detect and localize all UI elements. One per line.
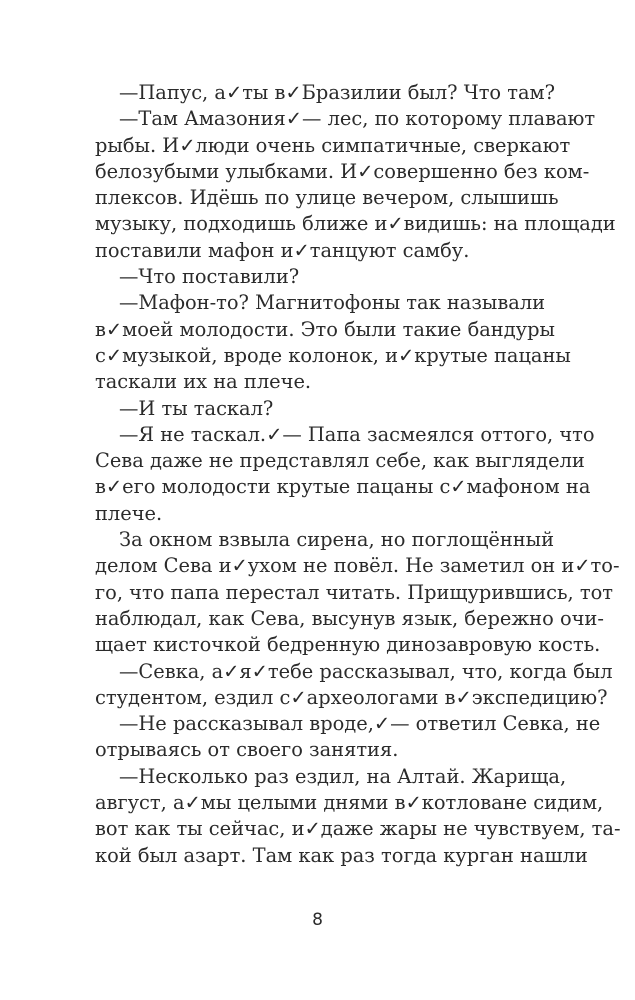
text-line: отрываясь от своего занятия.	[95, 738, 399, 762]
text-line: таскали их на плече.	[95, 370, 312, 394]
text-line: делом Сева и✓ухом не повёл. Не заметил он и✓то-	[95, 554, 620, 578]
text-line: —Я не таскал.✓— Папа засмеялся оттого, что	[119, 422, 595, 446]
text-line: кой был азарт. Там как раз тогда курган нашли	[95, 843, 588, 867]
text-line: —Папус, а✓ты в✓Бразилии был? Что там?	[119, 81, 556, 104]
text-line: с✓музыкой, вроде колонок, и✓крутые пацаны	[95, 343, 571, 367]
text-line: Сева даже не представлял себе, как выглядели	[95, 449, 585, 473]
text-line: поставили мафон и✓танцуют самбу.	[95, 238, 470, 262]
text-line: плече.	[95, 501, 163, 525]
text-line: август, а✓мы целыми днями в✓котловане сидим,	[95, 791, 604, 815]
text-line: —Что поставили?	[119, 265, 300, 289]
text-line: За окном взвыла сирена, но поглощённый	[119, 528, 555, 552]
text-line: щает кисточкой бедренную динозавровую кость.	[95, 633, 601, 657]
text-line: —Там Амазония✓— лес, по которому плавают	[119, 107, 596, 131]
text-line: —Несколько раз ездил, на Алтай. Жарища,	[119, 764, 567, 788]
text-line: —Не рассказывал вроде,✓— ответил Севка, не	[119, 712, 601, 736]
text-line: в✓его молодости крутые пацаны с✓мафоном на	[95, 475, 591, 499]
body-text	[95, 80, 635, 869]
text-line: студентом, ездил с✓археологами в✓экспедицию?	[95, 685, 608, 709]
text-line: вот как ты сейчас, и✓даже жары не чувствуем, та-	[95, 817, 621, 841]
text-line: наблюдал, как Сева, высунув язык, бережно очи-	[95, 606, 604, 630]
text-line: го, что папа перестал читать. Прищурившись, тот	[95, 580, 613, 604]
text-line: —Мафон-то? Магнитофоны так называли	[119, 291, 546, 315]
text-line: —Севка, а✓я✓тебе рассказывал, что, когда был	[119, 659, 613, 683]
text-line: —И ты таскал?	[119, 396, 274, 420]
text-line: плексов. Идёшь по улице вечером, слышишь	[95, 186, 559, 210]
text-line: музыку, подходишь ближе и✓видишь: на площади	[95, 212, 616, 236]
page-number: 8	[312, 910, 323, 930]
text-line: рыбы. И✓люди очень симпатичные, сверкают	[95, 133, 571, 157]
text-line: в✓моей молодости. Это были такие бандуры	[95, 317, 555, 341]
text-line: белозубыми улыбками. И✓совершенно без ком-	[95, 159, 590, 183]
